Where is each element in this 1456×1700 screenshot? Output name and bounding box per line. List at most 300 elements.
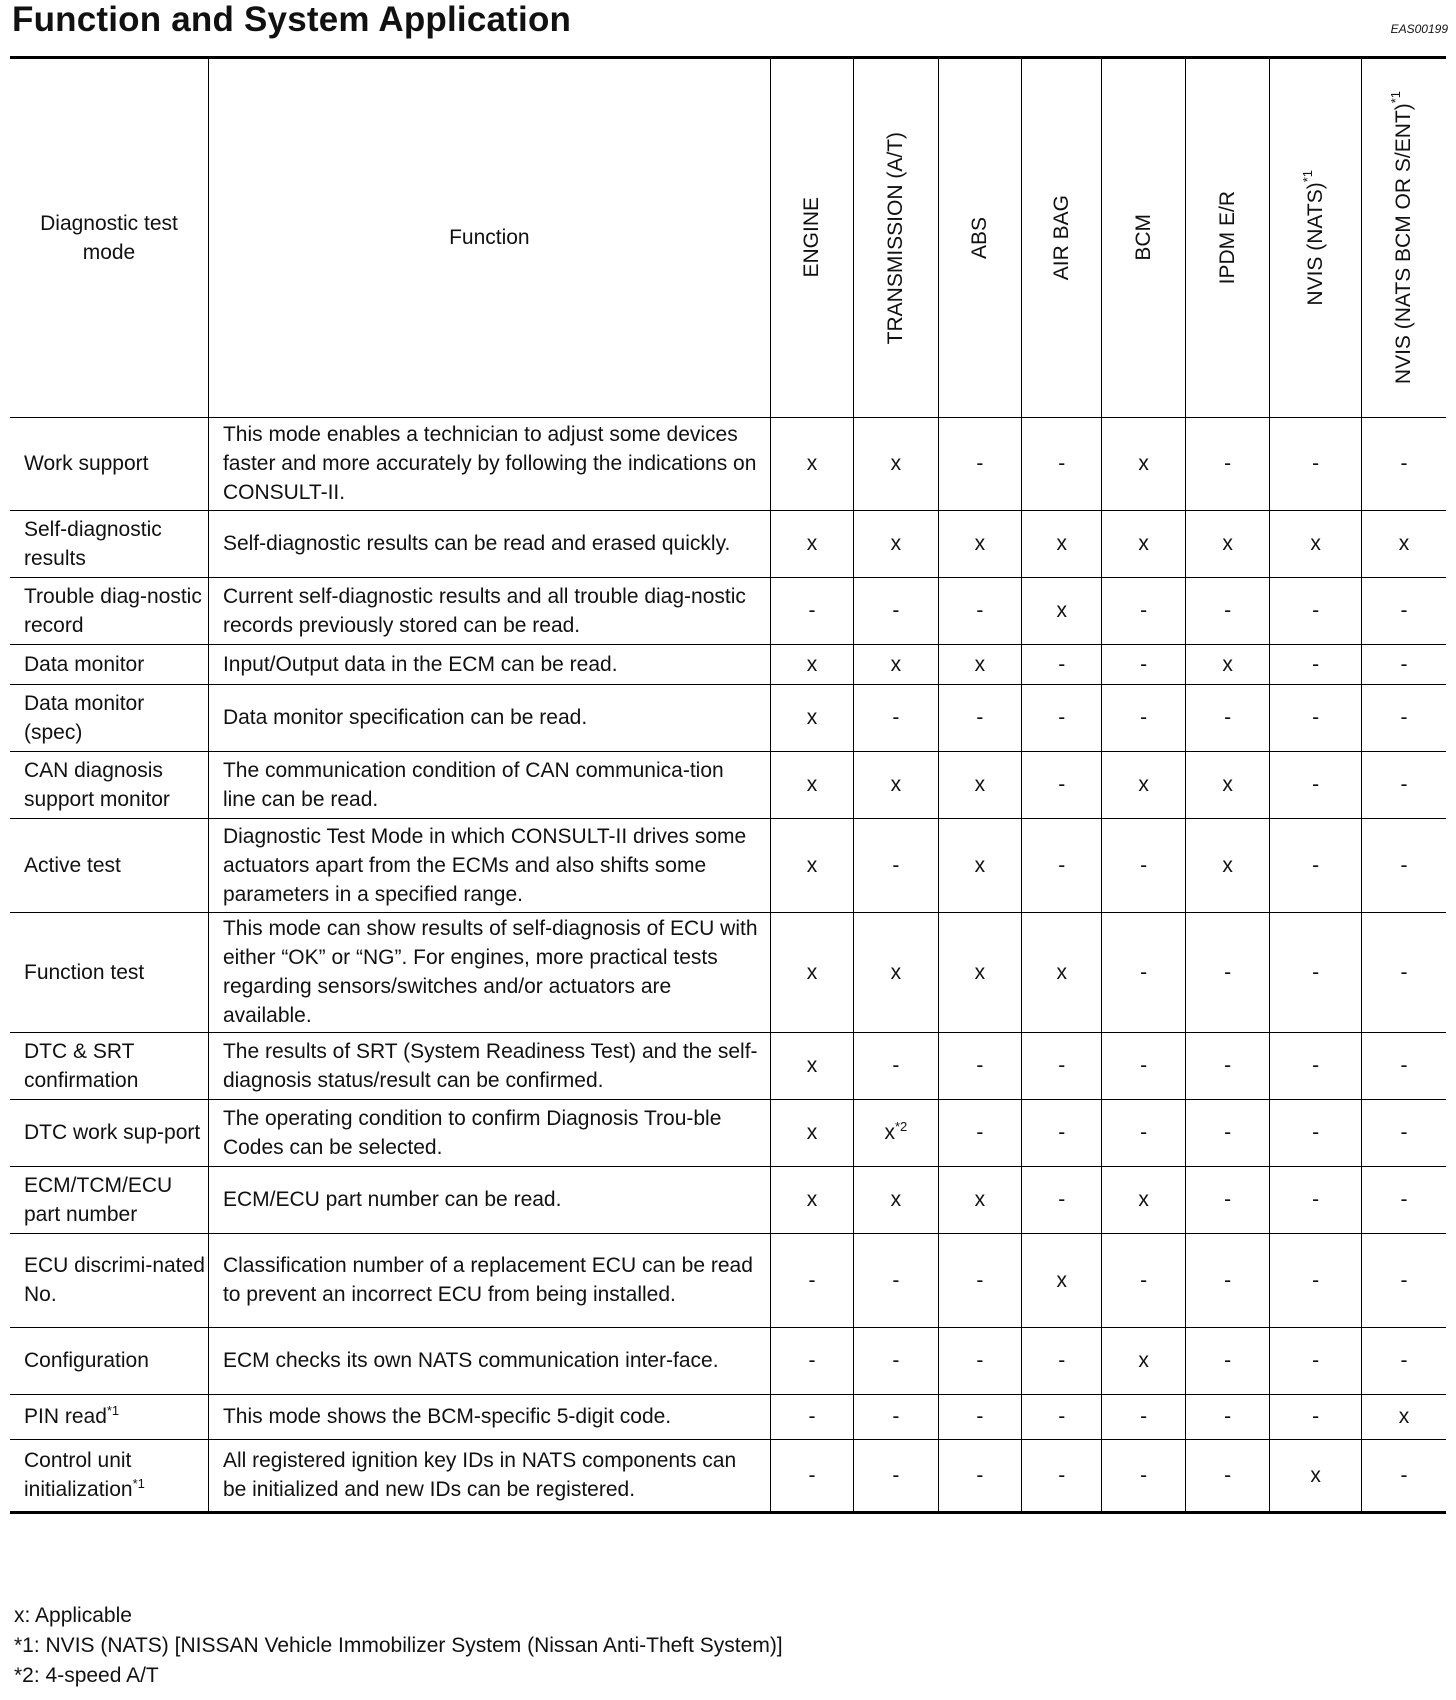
function-description: The operating condition to confirm Diagnosis Trou-ble Codes can be selected. [208, 1099, 770, 1166]
mode-cell [10, 417, 208, 510]
applicability-mark: - [976, 1463, 984, 1487]
applicability-cell [1185, 751, 1269, 818]
applicability-mark: - [808, 1463, 816, 1487]
applicability-mark: - [892, 1268, 900, 1292]
function-description: Self-diagnostic results can be read and erased quickly. [208, 510, 770, 577]
header-system-label: NVIS (NATS BCM OR S/ENT) [1392, 103, 1416, 385]
applicability-cell [1270, 1439, 1362, 1512]
applicability-cell [1270, 684, 1362, 751]
applicability-cell [1102, 1394, 1185, 1439]
applicability-cell [854, 577, 938, 644]
applicability-mark: x [890, 532, 902, 555]
applicability-cell [1102, 1099, 1185, 1166]
header-system-label: BCM [1132, 214, 1156, 262]
applicability-mark: x [1138, 1349, 1149, 1372]
applicability-mark: x [974, 532, 986, 555]
applicability-cell [1185, 1099, 1269, 1166]
applicability-mark: x [806, 532, 818, 555]
applicability-mark: - [1400, 452, 1408, 475]
mode-label: Data monitor [24, 652, 145, 676]
applicability-mark: - [1312, 706, 1320, 729]
applicability-cell [1270, 1394, 1362, 1439]
applicability-mark: - [976, 1405, 984, 1428]
applicability-cell [770, 818, 853, 912]
function-description: ECM/ECU part number can be read. [208, 1166, 770, 1233]
applicability-mark: x [890, 652, 902, 676]
mode-cell [10, 818, 208, 912]
applicability-cell [1270, 1166, 1362, 1233]
applicability-mark: x [806, 773, 818, 796]
header-system-footnote-ref: *1 [1388, 91, 1404, 104]
applicability-mark: x [1310, 532, 1321, 555]
applicability-cell [1102, 1327, 1185, 1394]
applicability-mark: x [974, 853, 986, 877]
applicability-mark: x [806, 853, 818, 877]
table-row [10, 1394, 1446, 1439]
applicability-mark: x [1222, 652, 1233, 676]
mode-cell [10, 1439, 208, 1512]
applicability-mark: x [1138, 532, 1149, 555]
applicability-cell [938, 1233, 1021, 1327]
applicability-mark: - [1224, 960, 1232, 984]
applicability-mark: - [1058, 853, 1066, 877]
applicability-cell [1022, 1439, 1102, 1512]
applicability-mark: - [1140, 1268, 1148, 1292]
header-system-text [965, 217, 994, 259]
applicability-mark: - [808, 599, 816, 622]
applicability-cell [938, 510, 1021, 577]
mode-footnote-ref: *1 [106, 1403, 120, 1418]
table-row [10, 1439, 1446, 1512]
applicability-mark: - [1058, 652, 1066, 676]
applicability-mark: - [1140, 853, 1148, 877]
applicability-mark: - [1224, 452, 1232, 475]
function-description: Current self-diagnostic results and all trouble diag-nostic records previously stored can be read. [208, 577, 770, 644]
header-system-text [1213, 191, 1242, 284]
mode-label: Trouble diag-nostic record [24, 584, 202, 637]
applicability-mark: x [974, 1188, 986, 1211]
header-system-label: IPDM E/R [1216, 191, 1240, 285]
applicability-cell [1102, 510, 1185, 577]
applicability-mark: - [808, 1349, 816, 1372]
applicability-cell [1185, 1166, 1269, 1233]
applicability-cell [854, 1032, 938, 1099]
applicability-mark: - [1400, 773, 1408, 796]
applicability-mark: - [1312, 773, 1320, 796]
applicability-mark: - [1400, 1121, 1408, 1144]
mode-cell [10, 644, 208, 684]
mode-label: ECM/TCM/ECU part number [24, 1173, 173, 1226]
applicability-cell [1022, 751, 1102, 818]
applicability-cell [938, 1439, 1021, 1512]
mode-cell [10, 577, 208, 644]
mode-label: CAN diagnosis support monitor [24, 758, 170, 811]
function-description: The communication condition of CAN communica-tion line can be read. [208, 751, 770, 818]
table-row [10, 577, 1446, 644]
applicability-cell [1102, 1166, 1185, 1233]
applicability-cell [1361, 1099, 1446, 1166]
applicability-mark: - [1400, 1463, 1408, 1487]
mode-footnote-ref: *1 [132, 1476, 145, 1491]
applicability-cell [1022, 1394, 1102, 1439]
applicability-mark: x [1056, 599, 1067, 622]
applicability-mark: - [1312, 1054, 1320, 1077]
table-row [10, 818, 1446, 912]
applicability-mark: - [976, 452, 984, 475]
applicability-cell [1270, 644, 1362, 684]
applicability-mark: - [1400, 706, 1408, 729]
mode-cell [10, 912, 208, 1032]
header-mode-label: Diagnostic test mode [40, 211, 178, 264]
applicability-mark: - [1140, 652, 1148, 676]
applicability-mark: - [1400, 599, 1408, 622]
applicability-cell [770, 1327, 853, 1394]
applicability-mark: - [1058, 773, 1066, 796]
applicability-cell [1361, 417, 1446, 510]
function-description: This mode can show results of self-diagnosis of ECU with either “OK” or “NG”. For engines, more practical tests regarding sensors/switches and/or actuators are available. [208, 912, 770, 1032]
applicability-cell [1361, 684, 1446, 751]
header-system-wrap [854, 65, 937, 411]
applicability-mark: - [1224, 1268, 1232, 1292]
mode-cell [10, 510, 208, 577]
applicability-cell [854, 1166, 938, 1233]
applicability-mark: x [1138, 773, 1149, 796]
applicability-cell [854, 751, 938, 818]
applicability-cell [938, 1327, 1021, 1394]
applicability-cell [770, 684, 853, 751]
applicability-mark: x [1056, 532, 1067, 555]
header-function-label: Function [449, 226, 530, 250]
applicability-cell [770, 1233, 853, 1327]
mode-label: Configuration [24, 1349, 149, 1372]
applicability-mark: - [1058, 1463, 1066, 1487]
applicability-mark: x [974, 773, 986, 796]
mode-label: Function test [24, 960, 145, 984]
applicability-mark: - [976, 1268, 984, 1292]
applicability-cell [1185, 818, 1269, 912]
applicability-mark: - [1224, 1121, 1232, 1144]
applicability-mark: - [1058, 1349, 1066, 1372]
table-body [10, 417, 1446, 1512]
applicability-cell [938, 1166, 1021, 1233]
header-system-4 [1102, 59, 1185, 417]
applicability-cell [1185, 1032, 1269, 1099]
applicability-cell [770, 1166, 853, 1233]
function-description: This mode enables a technician to adjust some devices faster and more accurately by following the indications on CONSULT-II. [208, 417, 770, 510]
table-row [10, 644, 1446, 684]
applicability-mark: - [976, 1349, 984, 1372]
applicability-cell [1361, 1166, 1446, 1233]
applicability-mark: x [1056, 960, 1067, 984]
applicability-mark: - [1224, 1463, 1232, 1487]
mode-cell [10, 1099, 208, 1166]
header-system-label: ABS [968, 216, 992, 259]
applicability-mark: x [1222, 773, 1233, 796]
header-system-6 [1270, 59, 1362, 417]
applicability-cell [1022, 417, 1102, 510]
applicability-cell [1102, 644, 1185, 684]
applicability-mark: - [976, 599, 984, 622]
applicability-mark: - [1312, 452, 1320, 475]
applicability-cell [1270, 1099, 1362, 1166]
applicability-mark: - [1224, 1188, 1232, 1211]
applicability-mark: - [1140, 1121, 1148, 1144]
applicability-mark: - [1224, 1349, 1232, 1372]
function-system-table [10, 59, 1446, 1514]
applicability-cell [1185, 912, 1269, 1032]
mode-label: ECU discrimi-nated No. [24, 1254, 205, 1306]
applicability-mark: x [1138, 1188, 1149, 1211]
applicability-cell [1270, 577, 1362, 644]
header-system-text [1047, 195, 1076, 280]
applicability-cell [1361, 912, 1446, 1032]
header-system-label: AIR BAG [1050, 195, 1074, 281]
header-system-5 [1185, 59, 1269, 417]
mode-cell [10, 1327, 208, 1394]
applicability-cell [1102, 577, 1185, 644]
applicability-mark: - [1058, 1188, 1066, 1211]
table-row [10, 1099, 1446, 1166]
applicability-mark: - [892, 1405, 900, 1428]
applicability-mark: - [1058, 1405, 1066, 1428]
applicability-cell [1361, 577, 1446, 644]
applicability-cell [770, 417, 853, 510]
applicability-cell [1270, 912, 1362, 1032]
footnote-1: *1: NVIS (NATS) [NISSAN Vehicle Immobilizer System (Nissan Anti-Theft System)] [14, 1634, 783, 1657]
applicability-mark: x [890, 773, 902, 796]
applicability-cell [1270, 751, 1362, 818]
mode-cell [10, 1166, 208, 1233]
applicability-cell [938, 1032, 1021, 1099]
applicability-mark: - [1140, 706, 1148, 729]
applicability-cell [1185, 1439, 1269, 1512]
function-system-table-wrapper [10, 59, 1446, 1514]
applicability-cell [1270, 1032, 1362, 1099]
applicability-mark: - [1400, 652, 1408, 676]
header-system-text [881, 132, 910, 344]
document-code: EAS00199 [1390, 22, 1448, 36]
mode-cell [10, 1233, 208, 1327]
function-description: All registered ignition key IDs in NATS components can be initialized and new IDs can be registered. [208, 1439, 770, 1512]
applicability-cell [770, 577, 853, 644]
applicability-cell [854, 684, 938, 751]
applicability-mark: - [1400, 1268, 1408, 1292]
applicability-cell [1102, 1032, 1185, 1099]
applicability-mark: x [890, 452, 902, 475]
applicability-cell [1361, 1327, 1446, 1394]
header-system-wrap [771, 65, 853, 411]
applicability-cell [1270, 510, 1362, 577]
applicability-mark: x [806, 452, 818, 475]
mode-cell [10, 751, 208, 818]
applicability-mark: x [1310, 1463, 1321, 1487]
applicability-cell [770, 751, 853, 818]
applicability-cell [938, 417, 1021, 510]
function-description: The results of SRT (System Readiness Test) and the self-diagnosis status/result can be confirmed. [208, 1032, 770, 1099]
header-system-wrap [1102, 65, 1184, 411]
applicability-mark: - [1224, 1405, 1232, 1428]
applicability-mark: - [1400, 1349, 1408, 1372]
applicability-cell [770, 1032, 853, 1099]
header-system-0 [770, 59, 853, 417]
applicability-mark: x [1222, 853, 1233, 877]
applicability-mark: - [808, 1268, 816, 1292]
mode-label: Self-diagnostic results [24, 517, 162, 570]
applicability-cell [1102, 751, 1185, 818]
applicability-cell [770, 1439, 853, 1512]
function-description: This mode shows the BCM-specific 5-digit code. [208, 1394, 770, 1439]
applicability-footnote-ref: *2 [894, 1119, 908, 1134]
table-row [10, 1032, 1446, 1099]
applicability-cell [1102, 912, 1185, 1032]
applicability-mark: - [1140, 1405, 1148, 1428]
applicability-mark: - [976, 1121, 984, 1144]
mode-cell [10, 684, 208, 751]
applicability-cell [1102, 1439, 1185, 1512]
applicability-mark: x [806, 652, 818, 676]
applicability-mark: - [1312, 1349, 1320, 1372]
header-system-wrap [1362, 65, 1446, 411]
mode-label: Control unit initialization [24, 1449, 133, 1501]
applicability-cell [770, 1394, 853, 1439]
applicability-mark: - [1312, 652, 1320, 676]
header-row [10, 59, 1446, 417]
applicability-mark: x [1398, 1405, 1410, 1428]
mode-label: Active test [24, 853, 121, 877]
header-system-text [1129, 214, 1158, 261]
applicability-cell [854, 1439, 938, 1512]
applicability-cell [1270, 818, 1362, 912]
applicability-mark: - [1312, 1188, 1320, 1211]
applicability-cell [1361, 818, 1446, 912]
header-diagnostic-test-mode [10, 59, 208, 417]
function-description: Diagnostic Test Mode in which CONSULT-II drives some actuators apart from the ECMs and also shifts some parameters in a specified range. [208, 818, 770, 912]
applicability-cell [1102, 818, 1185, 912]
applicability-cell [1270, 1327, 1362, 1394]
header-system-wrap [1022, 65, 1101, 411]
applicability-cell [1270, 1233, 1362, 1327]
table-row [10, 684, 1446, 751]
applicability-mark: - [1058, 706, 1066, 729]
applicability-cell [854, 417, 938, 510]
mode-cell [10, 1032, 208, 1099]
applicability-mark: - [1140, 599, 1148, 622]
applicability-cell [938, 684, 1021, 751]
applicability-cell [1185, 417, 1269, 510]
applicability-cell [1361, 1394, 1446, 1439]
applicability-cell [1185, 1327, 1269, 1394]
applicability-cell [854, 1233, 938, 1327]
applicability-cell [854, 1394, 938, 1439]
applicability-cell [1022, 684, 1102, 751]
header-system-label: NVIS (NATS) [1304, 182, 1328, 306]
function-description: Data monitor specification can be read. [208, 684, 770, 751]
applicability-mark: - [1058, 1121, 1066, 1144]
applicability-cell [854, 644, 938, 684]
header-system-label: TRANSMISSION (A/T) [884, 131, 908, 344]
header-system-wrap [939, 65, 1021, 411]
applicability-mark: x [974, 960, 986, 984]
applicability-mark: - [1140, 1054, 1148, 1077]
applicability-mark: - [1312, 599, 1320, 622]
applicability-mark: - [1058, 1054, 1066, 1077]
applicability-cell [1022, 1233, 1102, 1327]
header-system-text [1301, 170, 1330, 306]
applicability-mark: x [806, 960, 818, 984]
applicability-cell [1102, 684, 1185, 751]
applicability-mark: - [892, 599, 900, 622]
header-system-label: ENGINE [800, 197, 824, 278]
table-row [10, 1166, 1446, 1233]
applicability-cell [938, 1394, 1021, 1439]
applicability-mark: x [806, 1121, 818, 1144]
applicability-cell [770, 644, 853, 684]
footnote-applicable: x: Applicable [14, 1604, 132, 1627]
applicability-cell [1270, 417, 1362, 510]
applicability-mark: - [1224, 599, 1232, 622]
header-system-2 [938, 59, 1021, 417]
table-row [10, 1233, 1446, 1327]
applicability-mark: - [1312, 1121, 1320, 1144]
applicability-mark: - [808, 1405, 816, 1428]
table-row [10, 912, 1446, 1032]
applicability-cell [854, 510, 938, 577]
applicability-cell [1185, 684, 1269, 751]
applicability-mark: x [1138, 452, 1149, 475]
header-system-footnote-ref: *1 [1300, 169, 1316, 183]
applicability-cell [1361, 1439, 1446, 1512]
mode-label: Work support [24, 452, 149, 475]
applicability-cell [1022, 1032, 1102, 1099]
header-system-text [797, 197, 826, 278]
applicability-cell [1022, 644, 1102, 684]
applicability-mark: x [806, 1188, 818, 1211]
applicability-mark: x [890, 1188, 902, 1211]
applicability-mark: - [1312, 1405, 1320, 1428]
applicability-mark: - [892, 1463, 900, 1487]
applicability-mark: x [1398, 532, 1410, 555]
mode-cell [10, 1394, 208, 1439]
applicability-mark: - [976, 1054, 984, 1077]
applicability-cell [938, 1099, 1021, 1166]
applicability-cell [1102, 1233, 1185, 1327]
applicability-mark: - [976, 706, 984, 729]
applicability-cell [1022, 912, 1102, 1032]
function-description: Input/Output data in the ECM can be read. [208, 644, 770, 684]
applicability-mark: - [1312, 853, 1320, 877]
table-row [10, 417, 1446, 510]
applicability-cell [938, 751, 1021, 818]
applicability-cell [1361, 644, 1446, 684]
applicability-mark: x [806, 1054, 818, 1077]
applicability-cell [854, 818, 938, 912]
applicability-mark: - [1312, 1268, 1320, 1292]
header-system-text [1389, 91, 1418, 384]
function-description: ECM checks its own NATS communication inter-face. [208, 1327, 770, 1394]
applicability-cell [1185, 577, 1269, 644]
applicability-mark: - [1400, 853, 1408, 877]
applicability-cell [1185, 644, 1269, 684]
applicability-mark: - [892, 706, 900, 729]
applicability-mark: x [1056, 1268, 1067, 1292]
header-system-wrap [1186, 65, 1269, 411]
applicability-cell [1361, 1032, 1446, 1099]
applicability-mark: x [884, 1121, 895, 1144]
applicability-mark: - [1140, 1463, 1148, 1487]
applicability-cell [1361, 751, 1446, 818]
mode-label: PIN read [24, 1405, 107, 1428]
mode-label: Data monitor (spec) [24, 691, 145, 744]
